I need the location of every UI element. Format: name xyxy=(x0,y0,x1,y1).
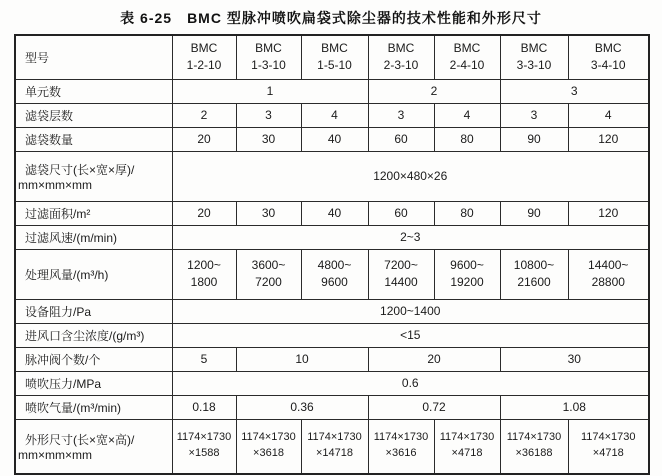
dim-h: ×3616 xyxy=(385,447,417,460)
model-code: 3-4-10 xyxy=(590,58,626,73)
value-cell xyxy=(434,249,500,299)
dim-lw: 1174×1730 xyxy=(307,431,362,444)
value-cell: 60 xyxy=(368,201,434,225)
row-filter-velocity xyxy=(15,225,649,249)
value-cell: 80 xyxy=(434,127,500,151)
spec-table xyxy=(14,34,650,475)
dim-h: ×14718 xyxy=(315,447,353,460)
value-cell: 20 xyxy=(172,201,236,225)
value-cell: 0.36 xyxy=(236,395,368,419)
row-dimensions xyxy=(15,419,649,474)
model-code: 3-3-10 xyxy=(516,58,552,73)
value-cell: 20 xyxy=(172,127,236,151)
row-bag-count xyxy=(15,127,649,151)
value-cell: 3 xyxy=(500,103,568,127)
model-brand: BMC xyxy=(321,40,348,55)
value-cell xyxy=(172,419,236,474)
row-inlet-dust xyxy=(15,323,649,347)
dim-lw: 1174×1730 xyxy=(176,431,232,444)
value-cell: 0.6 xyxy=(172,371,649,395)
model-brand: BMC xyxy=(190,40,218,55)
value-cell: 20 xyxy=(368,347,500,371)
value-cell xyxy=(301,419,368,474)
row-label-line1: 外形尺寸(长×宽×高)/ xyxy=(25,432,135,447)
value-cell: 30 xyxy=(236,201,301,225)
value-cell xyxy=(434,419,500,474)
row-label: 脉冲阀个数/个 xyxy=(15,347,172,371)
range-low: 1200~ xyxy=(187,257,221,272)
model-cell xyxy=(301,35,368,79)
dim-h: ×1588 xyxy=(188,447,220,460)
value-cell: 4 xyxy=(568,103,649,127)
range-low: 10800~ xyxy=(513,257,555,272)
row-air-volume xyxy=(15,249,649,299)
value-cell: 0.72 xyxy=(368,395,500,419)
row-filter-area xyxy=(15,201,649,225)
row-label: 过滤面积/m² xyxy=(15,201,172,225)
range-low: 7200~ xyxy=(384,257,418,272)
value-cell: <15 xyxy=(172,323,649,347)
value-cell: 90 xyxy=(500,201,568,225)
model-row-label: 型号 xyxy=(15,35,172,79)
value-cell: 40 xyxy=(301,127,368,151)
row-bag-size xyxy=(15,151,649,201)
row-label: 进风口含尘浓度/(g/m³) xyxy=(15,323,172,347)
model-cell xyxy=(368,35,434,79)
dim-lw: 1174×1730 xyxy=(580,431,636,444)
range-high: 7200 xyxy=(255,275,282,289)
row-label: 滤袋数量 xyxy=(15,127,172,151)
value-cell xyxy=(500,249,568,299)
value-cell: 120 xyxy=(568,127,649,151)
dim-h: ×4718 xyxy=(592,447,624,460)
model-cell xyxy=(172,35,236,79)
model-brand: BMC xyxy=(453,40,481,55)
value-cell: 30 xyxy=(236,127,301,151)
row-pulse-valves xyxy=(15,347,649,371)
value-cell xyxy=(236,419,301,474)
model-cell xyxy=(434,35,500,79)
value-cell: 120 xyxy=(568,201,649,225)
range-low: 4800~ xyxy=(317,257,352,272)
dim-lw: 1174×1730 xyxy=(241,431,296,444)
dim-lw: 1174×1730 xyxy=(506,431,562,444)
value-cell: 1200×480×26 xyxy=(172,151,649,201)
row-injection-pressure xyxy=(15,371,649,395)
range-high: 14400 xyxy=(384,275,418,289)
value-cell: 1 xyxy=(172,79,368,103)
value-cell: 80 xyxy=(434,201,500,225)
model-code: 1-5-10 xyxy=(317,58,352,73)
row-label: 处理风量/(m³/h) xyxy=(15,249,172,299)
model-cell xyxy=(568,35,649,79)
dim-lw: 1174×1730 xyxy=(439,431,495,444)
dim-lw: 1174×1730 xyxy=(373,431,429,444)
range-low: 9600~ xyxy=(450,257,484,272)
value-cell: 1200~1400 xyxy=(172,299,649,323)
dim-h: ×3618 xyxy=(253,447,284,460)
model-code: 2-4-10 xyxy=(449,58,485,73)
row-label-line1: 滤袋尺寸(长×宽×厚)/ xyxy=(25,162,135,177)
value-cell: 1.08 xyxy=(500,395,649,419)
value-cell xyxy=(568,419,649,474)
value-cell: 10 xyxy=(236,347,368,371)
value-cell: 90 xyxy=(500,127,568,151)
row-model xyxy=(15,35,649,79)
value-cell xyxy=(172,249,236,299)
row-label: 单元数 xyxy=(15,79,172,103)
value-cell: 30 xyxy=(500,347,649,371)
model-code: 2-3-10 xyxy=(383,58,419,73)
model-brand: BMC xyxy=(255,40,282,55)
value-cell xyxy=(568,249,649,299)
range-low: 3600~ xyxy=(251,257,286,272)
range-high: 21600 xyxy=(517,275,551,289)
model-cell xyxy=(500,35,568,79)
value-cell: 0.18 xyxy=(172,395,236,419)
row-label xyxy=(15,151,172,201)
value-cell: 60 xyxy=(368,127,434,151)
range-high: 28800 xyxy=(591,275,625,289)
value-cell xyxy=(236,249,301,299)
model-cell xyxy=(236,35,301,79)
row-label: 设备阻力/Pa xyxy=(15,299,172,323)
value-cell xyxy=(368,419,434,474)
model-brand: BMC xyxy=(594,40,622,55)
row-label-line2: mm×mm×mm xyxy=(18,177,92,192)
model-brand: BMC xyxy=(520,40,548,55)
value-cell: 2 xyxy=(172,103,236,127)
table-title: 表 6-25 BMC 型脉冲喷吹扁袋式除尘器的技术性能和外形尺寸 xyxy=(120,10,542,26)
model-brand: BMC xyxy=(387,40,415,55)
value-cell: 40 xyxy=(301,201,368,225)
value-cell: 2 xyxy=(368,79,500,103)
row-label: 喷吹气量/(m³/min) xyxy=(15,395,172,419)
value-cell: 3 xyxy=(236,103,301,127)
model-code: 1-3-10 xyxy=(251,58,286,73)
range-high: 1800 xyxy=(190,275,218,289)
value-cell: 4 xyxy=(301,103,368,127)
range-low: 14400~ xyxy=(588,257,629,272)
value-cell xyxy=(301,249,368,299)
value-cell xyxy=(368,249,434,299)
value-cell: 5 xyxy=(172,347,236,371)
row-resistance xyxy=(15,299,649,323)
value-cell: 4 xyxy=(434,103,500,127)
value-cell xyxy=(500,419,568,474)
dim-h: ×4718 xyxy=(451,447,483,460)
row-label-line2: mm×mm×mm xyxy=(18,447,92,462)
value-cell: 3 xyxy=(500,79,649,103)
row-bag-layers xyxy=(15,103,649,127)
range-high: 9600 xyxy=(321,275,348,289)
dim-h: ×36188 xyxy=(515,447,553,460)
model-code: 1-2-10 xyxy=(186,58,222,73)
value-cell: 2~3 xyxy=(172,225,649,249)
range-high: 19200 xyxy=(450,275,484,289)
row-injection-air xyxy=(15,395,649,419)
row-unit-count xyxy=(15,79,649,103)
row-label: 过滤风速/(m/min) xyxy=(15,225,172,249)
value-cell: 3 xyxy=(368,103,434,127)
row-label: 喷吹压力/MPa xyxy=(15,371,172,395)
row-label: 滤袋层数 xyxy=(15,103,172,127)
row-label xyxy=(15,419,172,474)
